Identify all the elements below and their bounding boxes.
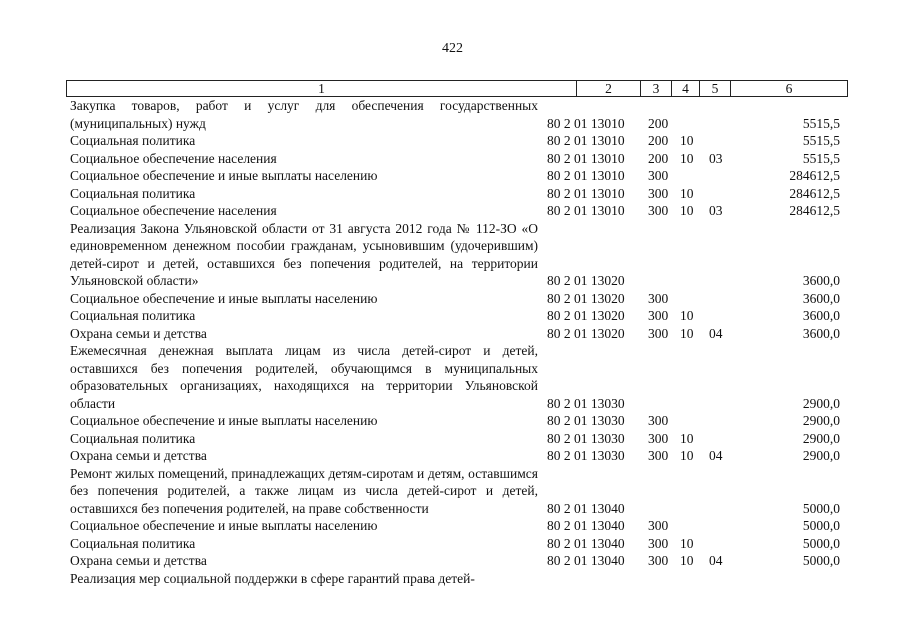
row-col-3: 300 xyxy=(648,553,669,568)
row-col-3: 300 xyxy=(648,325,669,341)
row-col-3: 300 xyxy=(648,290,669,306)
row-name: Охрана семьи и детства xyxy=(70,448,207,463)
row-name: Социальная политика xyxy=(70,133,196,148)
row-code: 80 2 01 13010 xyxy=(547,168,625,183)
row-col-4: 10 xyxy=(680,308,694,323)
row-col-4: 10 xyxy=(680,448,694,463)
row-code: 80 2 01 13010 xyxy=(547,133,625,148)
table-row xyxy=(66,167,848,185)
table-row xyxy=(66,412,848,430)
row-code: 80 2 01 13010 xyxy=(547,203,625,218)
table-row xyxy=(66,325,848,343)
row-code: 80 2 01 13030 xyxy=(547,413,625,428)
row-name: Социальная политика xyxy=(70,185,196,201)
row-amount: 5000,0 xyxy=(802,535,840,551)
row-amount: 284612,5 xyxy=(789,168,840,183)
row-code: 80 2 01 13030 xyxy=(547,448,625,463)
table-body xyxy=(66,97,848,587)
row-code: 80 2 01 13040 xyxy=(547,535,625,551)
row-code: 80 2 01 13030 xyxy=(547,395,625,411)
table-header xyxy=(66,80,848,97)
row-name: Социальная политика xyxy=(70,535,196,551)
row-col-4: 10 xyxy=(680,185,694,201)
page-number: 422 xyxy=(442,41,463,56)
row-col-3: 300 xyxy=(648,185,669,201)
row-col-5: 03 xyxy=(709,203,723,218)
row-name: Ежемесячная денежная выплата лицам из числа детей-сирот и детей, оставшихся без попечения родителей, обучающимся в муниципальных образовательных организациях, находящихся на территории Ульяновской области xyxy=(70,343,538,411)
table-row xyxy=(66,552,848,570)
table-row xyxy=(66,202,848,220)
row-amount: 3600,0 xyxy=(802,325,840,341)
row-col-3: 200 xyxy=(648,115,669,131)
row-amount: 5000,0 xyxy=(802,518,840,533)
row-col-4: 10 xyxy=(680,535,694,551)
row-amount: 5515,5 xyxy=(802,133,840,148)
row-amount: 284612,5 xyxy=(789,203,840,218)
row-col-3: 300 xyxy=(648,430,669,446)
row-col-3: 300 xyxy=(648,413,669,428)
row-name: Социальное обеспечение и иные выплаты населению xyxy=(70,168,378,183)
table-row xyxy=(66,307,848,325)
header-col-4: 4 xyxy=(671,81,699,96)
row-name: Социальное обеспечение населения xyxy=(70,203,277,218)
table-row xyxy=(66,430,848,448)
row-name: Реализация мер социальной поддержки в сфере гарантий права детей- xyxy=(70,570,475,586)
row-col-3: 300 xyxy=(648,448,669,463)
header-col-5: 5 xyxy=(699,81,730,96)
row-col-5: 04 xyxy=(709,325,723,341)
table-row xyxy=(66,447,848,465)
row-amount: 284612,5 xyxy=(789,185,840,201)
row-code: 80 2 01 13020 xyxy=(547,290,625,306)
table-row xyxy=(66,150,848,168)
row-col-5: 04 xyxy=(709,553,723,568)
row-amount: 2900,0 xyxy=(802,395,840,411)
table-row xyxy=(66,465,848,518)
row-name: Охрана семьи и детства xyxy=(70,553,207,568)
row-code: 80 2 01 13040 xyxy=(547,518,625,533)
table-row xyxy=(66,185,848,203)
row-name: Социальное обеспечение и иные выплаты населению xyxy=(70,518,378,533)
row-code: 80 2 01 13020 xyxy=(547,273,625,288)
row-name: Социальное обеспечение и иные выплаты населению xyxy=(70,290,378,306)
row-amount: 5515,5 xyxy=(802,115,840,131)
row-amount: 5000,0 xyxy=(802,553,840,568)
row-col-3: 200 xyxy=(648,133,669,148)
row-col-4: 10 xyxy=(680,553,694,568)
row-amount: 5515,5 xyxy=(802,150,840,166)
table-row xyxy=(66,517,848,535)
row-code: 80 2 01 13040 xyxy=(547,553,625,568)
row-code: 80 2 01 13040 xyxy=(547,500,625,516)
row-name: Социальная политика xyxy=(70,308,196,323)
row-code: 80 2 01 13010 xyxy=(547,115,625,131)
row-name: Реализация Закона Ульяновской области от 31 августа 2012 года № 112-ЗО «О единовременном денежном пособии гражданам, усыновившим (удочерившим) детей-сирот и детей, оставшихся без попечения родителей, на территории Ульяновской области» xyxy=(70,220,538,288)
row-col-3: 300 xyxy=(648,518,669,533)
row-col-4: 10 xyxy=(680,203,694,218)
row-amount: 3600,0 xyxy=(802,308,840,323)
row-col-4: 10 xyxy=(680,133,694,148)
row-col-5: 03 xyxy=(709,150,723,166)
row-amount: 2900,0 xyxy=(802,413,840,428)
row-code: 80 2 01 13020 xyxy=(547,308,625,323)
row-amount: 2900,0 xyxy=(802,448,840,463)
table-row xyxy=(66,97,848,132)
table-row xyxy=(66,132,848,150)
table-row xyxy=(66,220,848,290)
row-col-3: 200 xyxy=(648,150,669,166)
table-row xyxy=(66,290,848,308)
row-col-3: 300 xyxy=(648,168,669,183)
row-amount: 3600,0 xyxy=(802,290,840,306)
row-col-4: 10 xyxy=(680,150,694,166)
row-amount: 5000,0 xyxy=(802,500,840,516)
header-col-2: 2 xyxy=(576,81,640,96)
table-row xyxy=(66,535,848,553)
row-amount: 3600,0 xyxy=(802,273,840,288)
row-name: Социальное обеспечение и иные выплаты населению xyxy=(70,413,378,428)
row-code: 80 2 01 13010 xyxy=(547,150,625,166)
row-col-5: 04 xyxy=(709,448,723,463)
header-col-6: 6 xyxy=(730,81,847,96)
row-col-4: 10 xyxy=(680,325,694,341)
row-col-3: 300 xyxy=(648,203,669,218)
row-code: 80 2 01 13020 xyxy=(547,325,625,341)
table-row xyxy=(66,342,848,412)
header-col-1: 1 xyxy=(318,81,325,96)
row-name: Социальная политика xyxy=(70,430,196,446)
row-name: Ремонт жилых помещений, принадлежащих детям-сиротам и детям, оставшимся без попечения родителей, а также лицам из числа детей-сирот и детей, оставшихся без попечения родителей, на праве собственности xyxy=(70,465,538,516)
row-code: 80 2 01 13030 xyxy=(547,430,625,446)
row-code: 80 2 01 13010 xyxy=(547,185,625,201)
row-col-3: 300 xyxy=(648,308,669,323)
row-amount: 2900,0 xyxy=(802,430,840,446)
row-name: Закупка товаров, работ и услуг для обеспечения государственных (муниципальных) нужд xyxy=(70,98,538,131)
table-row xyxy=(66,570,848,588)
row-name: Охрана семьи и детства xyxy=(70,325,207,341)
row-name: Социальное обеспечение населения xyxy=(70,150,277,166)
row-col-3: 300 xyxy=(648,535,669,551)
header-col-3: 3 xyxy=(640,81,671,96)
row-col-4: 10 xyxy=(680,430,694,446)
